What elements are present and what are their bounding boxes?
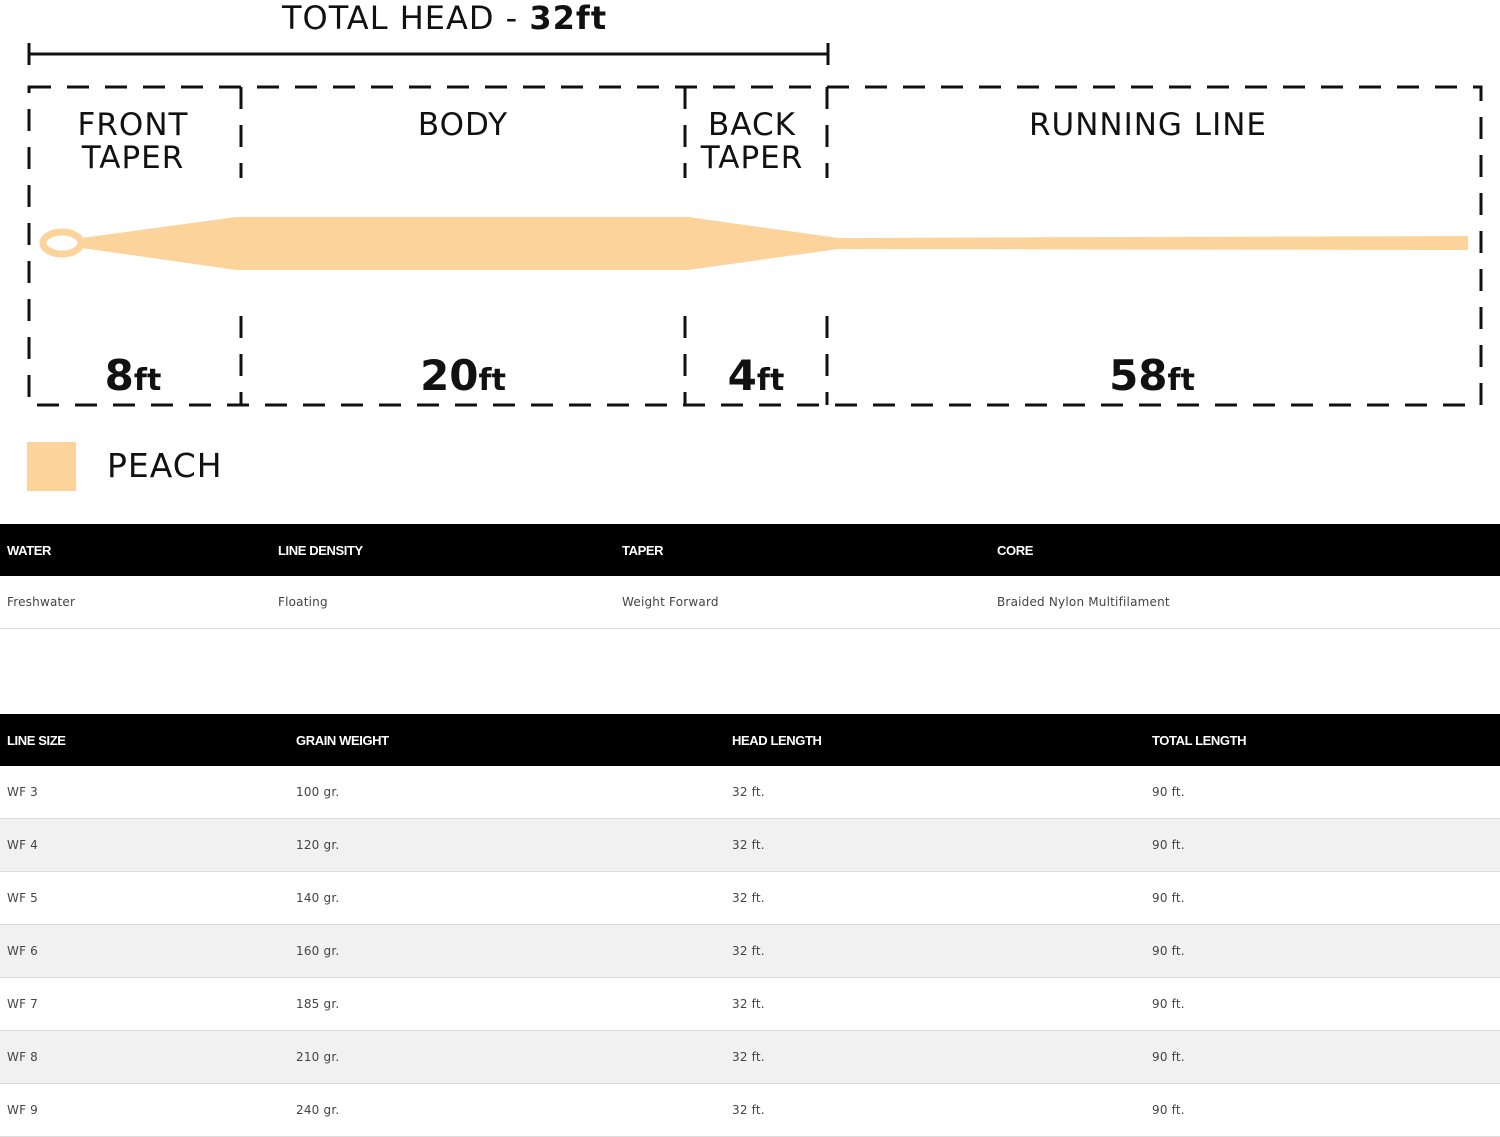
header-line-size: LINE SIZE xyxy=(0,714,289,766)
cell-head-length: 32 ft. xyxy=(725,1031,1145,1084)
total-head-dimension-line xyxy=(29,43,828,65)
back-taper-title-line-1: BACK xyxy=(708,107,796,143)
header-total-length: TOTAL LENGTH xyxy=(1145,714,1500,766)
cell-water: Freshwater xyxy=(0,576,271,629)
cell-line-size: WF 8 xyxy=(0,1031,289,1084)
color-swatch xyxy=(27,442,76,491)
cell-line-size: WF 7 xyxy=(0,978,289,1031)
front-taper-title-line-2: TAPER xyxy=(81,140,185,176)
cell-grain-weight: 160 gr. xyxy=(289,925,725,978)
cell-grain-weight: 210 gr. xyxy=(289,1031,725,1084)
cell-grain-weight: 120 gr. xyxy=(289,819,725,872)
header-head-length: HEAD LENGTH xyxy=(725,714,1145,766)
line-sizes-table xyxy=(0,714,1500,1137)
total-head-value: 32 xyxy=(529,0,576,37)
table-row xyxy=(0,819,1500,872)
cell-head-length: 32 ft. xyxy=(725,819,1145,872)
header-water: WATER xyxy=(0,524,271,576)
cell-total-length: 90 ft. xyxy=(1145,819,1500,872)
cell-line-size: WF 6 xyxy=(0,925,289,978)
cell-head-length: 32 ft. xyxy=(725,1084,1145,1137)
total-head-label: TOTAL HEAD - 32ft xyxy=(282,0,608,37)
cell-grain-weight: 185 gr. xyxy=(289,978,725,1031)
cell-grain-weight: 140 gr. xyxy=(289,872,725,925)
header-line-density: LINE DENSITY xyxy=(271,524,615,576)
welded-loop-icon xyxy=(43,232,81,254)
cell-head-length: 32 ft. xyxy=(725,978,1145,1031)
table-row xyxy=(0,925,1500,978)
cell-line-size: WF 5 xyxy=(0,872,289,925)
front-taper-title-line-1: FRONT xyxy=(77,107,189,143)
fly-line-profile xyxy=(43,217,1468,270)
cell-head-length: 32 ft. xyxy=(725,872,1145,925)
running-line-title: RUNNING LINE xyxy=(1028,107,1268,143)
table-header-row xyxy=(0,714,1500,766)
cell-total-length: 90 ft. xyxy=(1145,978,1500,1031)
body-length: 20ft xyxy=(420,351,506,400)
table-row xyxy=(0,1084,1500,1137)
cell-total-length: 90 ft. xyxy=(1145,766,1500,819)
body-title: BODY xyxy=(417,107,509,143)
cell-total-length: 90 ft. xyxy=(1145,925,1500,978)
cell-grain-weight: 100 gr. xyxy=(289,766,725,819)
table-row xyxy=(0,1031,1500,1084)
cell-total-length: 90 ft. xyxy=(1145,1031,1500,1084)
cell-line-size: WF 4 xyxy=(0,819,289,872)
header-taper: TAPER xyxy=(615,524,990,576)
table-header-row xyxy=(0,524,1500,576)
cell-line-size: WF 9 xyxy=(0,1084,289,1137)
total-head-unit: ft xyxy=(575,0,608,37)
cell-total-length: 90 ft. xyxy=(1145,1084,1500,1137)
back-taper-title-line-2: TAPER xyxy=(700,140,804,176)
running-line-length: 58ft xyxy=(1109,351,1195,400)
cell-head-length: 32 ft. xyxy=(725,925,1145,978)
front-taper-length: 8ft xyxy=(104,351,162,400)
table-row xyxy=(0,872,1500,925)
line-info-table xyxy=(0,524,1500,629)
table-row xyxy=(0,978,1500,1031)
cell-head-length: 32 ft. xyxy=(725,766,1145,819)
header-grain-weight: GRAIN WEIGHT xyxy=(289,714,725,766)
cell-grain-weight: 240 gr. xyxy=(289,1084,725,1137)
cell-total-length: 90 ft. xyxy=(1145,872,1500,925)
back-taper-length: 4ft xyxy=(727,351,785,400)
cell-line-density: Floating xyxy=(271,576,615,629)
fly-line-taper-diagram xyxy=(0,0,1500,520)
cell-core: Braided Nylon Multifilament xyxy=(990,576,1500,629)
table-row xyxy=(0,576,1500,629)
cell-taper: Weight Forward xyxy=(615,576,990,629)
cell-line-size: WF 3 xyxy=(0,766,289,819)
color-label: PEACH xyxy=(107,446,223,485)
header-core: CORE xyxy=(990,524,1500,576)
table-row xyxy=(0,766,1500,819)
